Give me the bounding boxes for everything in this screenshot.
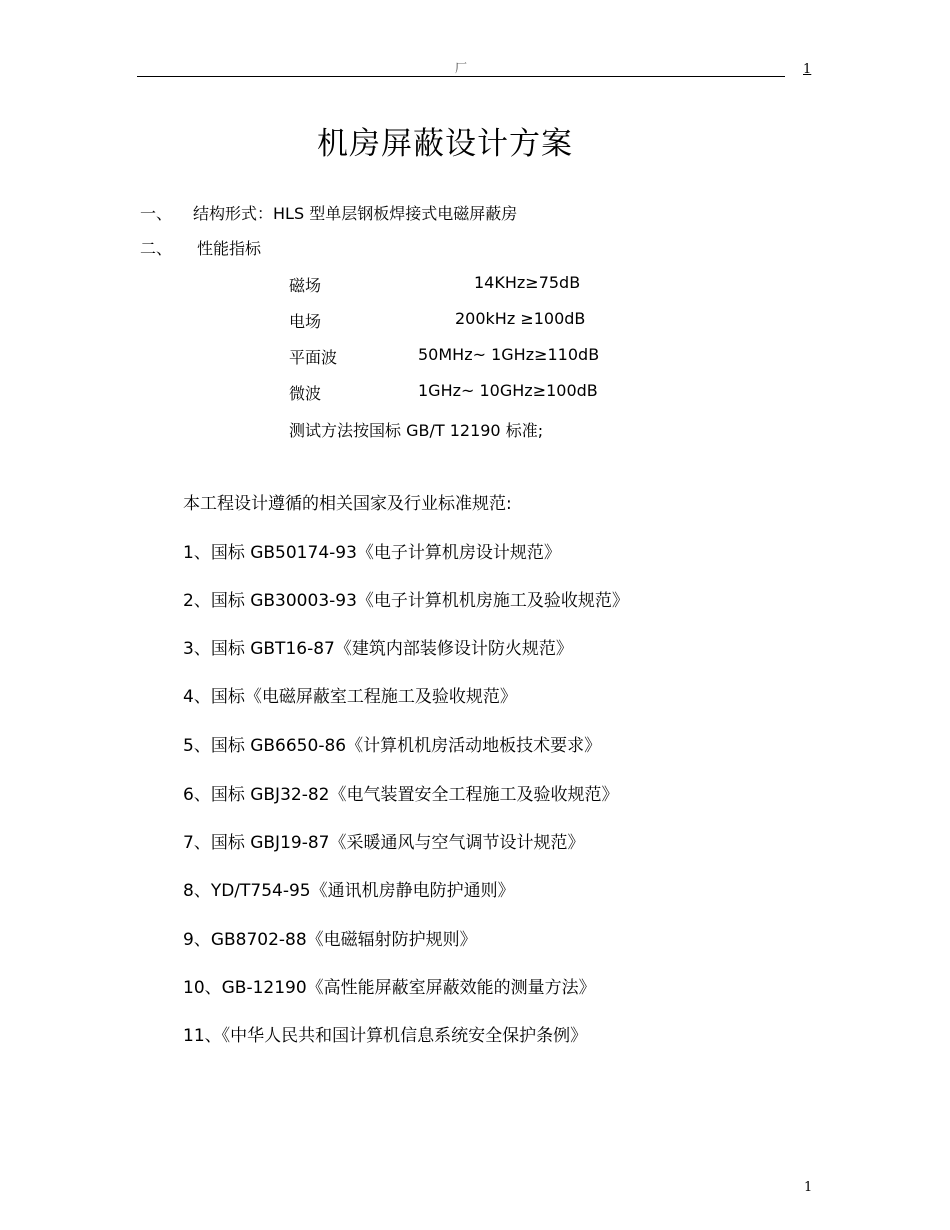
metric-value: 50MHz~ 1GHz≥110dB [418, 345, 600, 364]
section-2-number: 二、 [140, 239, 173, 258]
standard-item: 10、GB-12190《高性能屏蔽室屏蔽效能的测量方法》 [183, 978, 596, 998]
metric-name: 电场 [289, 312, 322, 331]
header-mark: 厂 [455, 61, 468, 75]
document-title: 机房屏蔽设计方案 [317, 126, 573, 162]
standard-item: 1、国标 GB50174-93《电子计算机房设计规范》 [183, 543, 561, 563]
metric-name: 平面波 [289, 348, 338, 367]
metric-value: 1GHz~ 10GHz≥100dB [418, 381, 598, 400]
standards-intro: 本工程设计遵循的相关国家及行业标准规范: [183, 494, 512, 514]
section-1-number: 一、 [140, 204, 173, 223]
footer-page-number: 1 [804, 1180, 813, 1195]
metric-name: 磁场 [289, 276, 322, 295]
standard-item: 2、国标 GB30003-93《电子计算机机房施工及验收规范》 [183, 591, 629, 611]
standard-item: 6、国标 GBJ32-82《电气装置安全工程施工及验收规范》 [183, 785, 619, 805]
section-1-text: 结构形式：HLS 型单层钢板焊接式电磁屏蔽房 [193, 204, 518, 223]
standard-item: 9、GB8702-88《电磁辐射防护规则》 [183, 930, 477, 950]
standard-item: 3、国标 GBT16-87《建筑内部装修设计防火规范》 [183, 639, 573, 659]
standard-item: 5、国标 GB6650-86《计算机机房活动地板技术要求》 [183, 736, 602, 756]
header-rule [137, 76, 785, 77]
standard-item: 11、《中华人民共和国计算机信息系统安全保护条例》 [183, 1026, 588, 1046]
metric-value: 14KHz≥75dB [474, 273, 581, 292]
standard-item: 7、国标 GBJ19-87《采暖通风与空气调节设计规范》 [183, 833, 585, 853]
metric-value: 200kHz ≥100dB [455, 309, 586, 328]
standard-item: 4、国标《电磁屏蔽室工程施工及验收规范》 [183, 687, 517, 707]
standard-item: 8、YD/T754-95《通讯机房静电防护通则》 [183, 881, 515, 901]
section-2-text: 性能指标 [197, 239, 262, 258]
header-page-number: 1 [803, 62, 812, 77]
metric-name: 微波 [289, 384, 322, 403]
test-method: 测试方法按国标 GB/T 12190 标准; [289, 421, 544, 440]
